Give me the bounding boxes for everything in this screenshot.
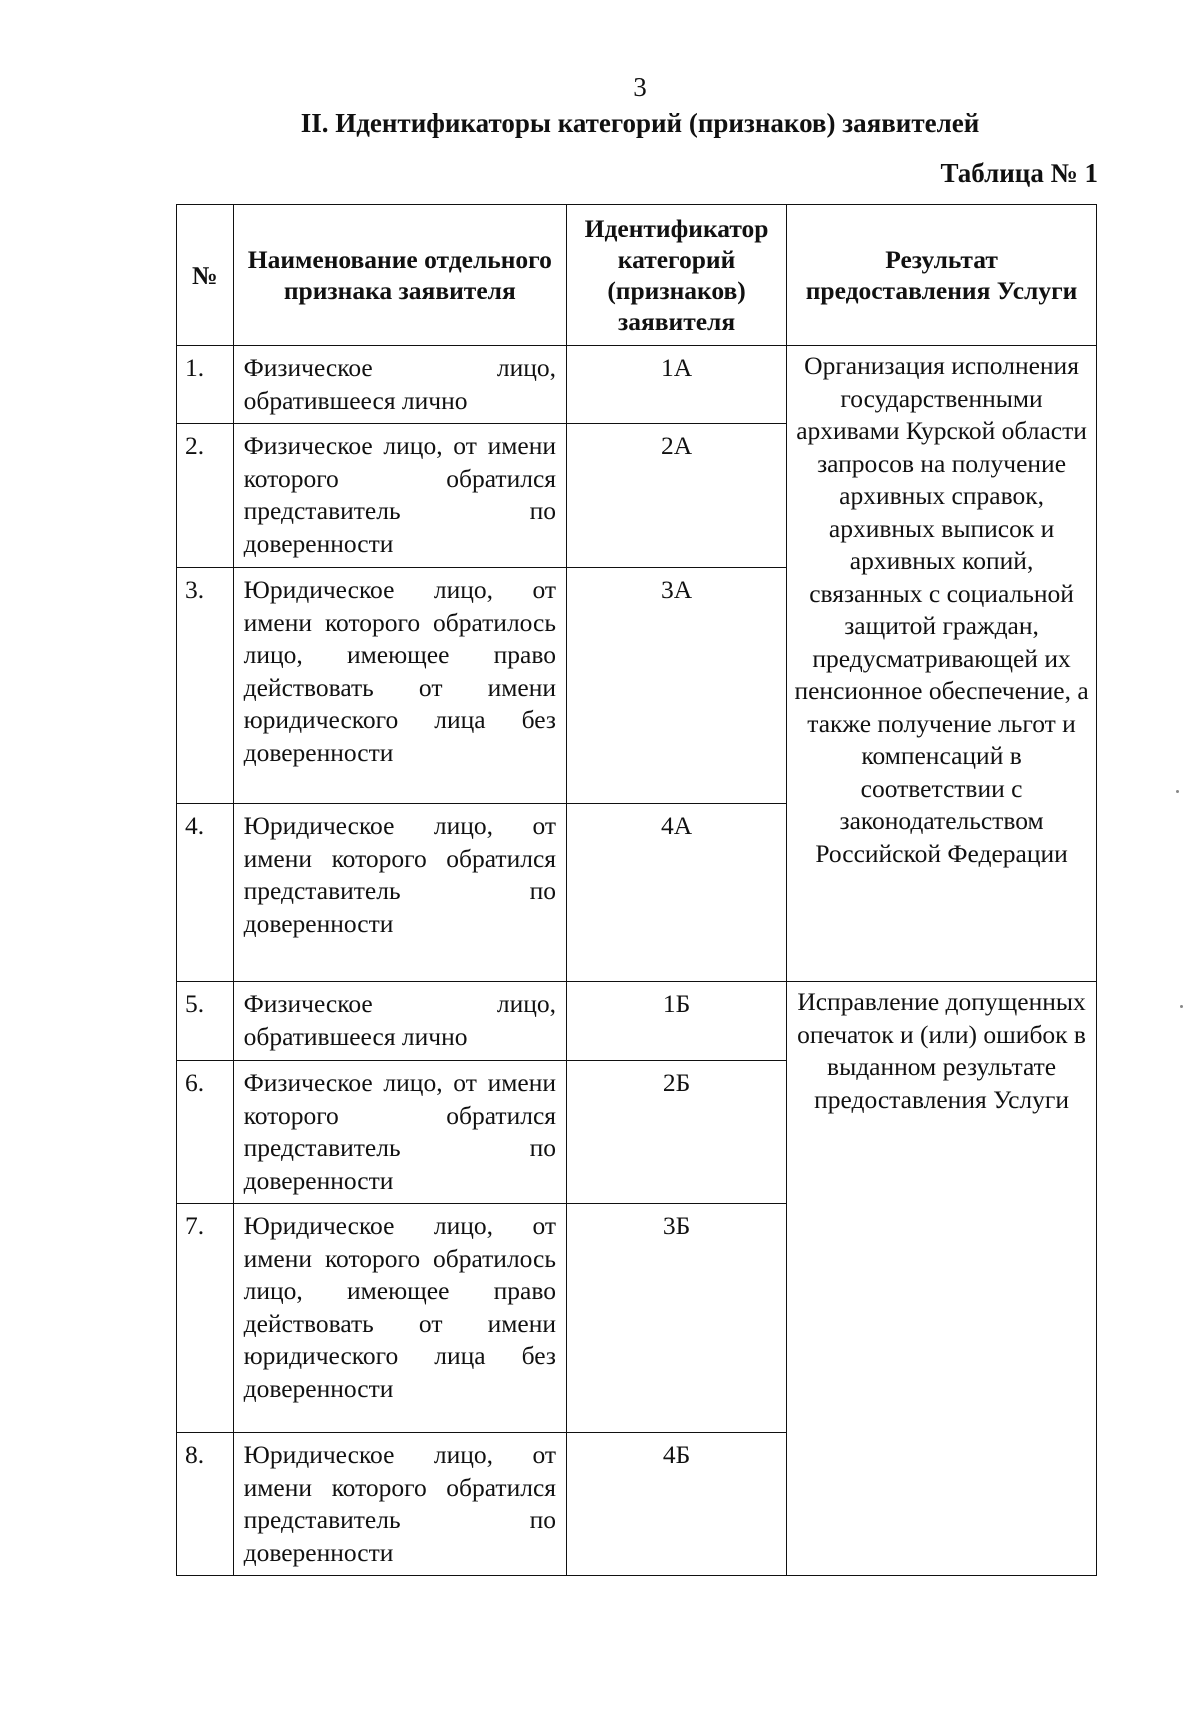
- header-identifier: Идентификатор категорий (признаков) заявителя: [567, 205, 787, 346]
- row-identifier: 1А: [567, 346, 787, 424]
- row-number: 5.: [177, 982, 234, 1061]
- section-title: II. Идентификаторы категорий (признаков) заявителей: [300, 108, 980, 138]
- row-name: Юридическое лицо, от имени которого обратился представитель по доверенности: [233, 804, 566, 982]
- row-name: Юридическое лицо, от имени которого обратилось лицо, имеющее право действовать от имени юридического лица без доверенности: [233, 1204, 566, 1433]
- header-num: №: [177, 205, 234, 346]
- table-row: [177, 982, 1097, 1061]
- row-number: 2.: [177, 424, 234, 568]
- row-name: Физическое лицо, обратившееся лично: [233, 346, 566, 424]
- row-name: Юридическое лицо, от имени которого обратилось лицо, имеющее право действовать от имени юридического лица без доверенности: [233, 568, 566, 804]
- row-number: 1.: [177, 346, 234, 424]
- row-name: Физическое лицо, от имени которого обратился представитель по доверенности: [233, 1061, 566, 1204]
- scan-speck: [1176, 790, 1179, 793]
- row-identifier: 2А: [567, 424, 787, 568]
- row-number: 3.: [177, 568, 234, 804]
- result-group-2: Исправление допущенных опечаток и (или) ошибок в выданном результате предоставления Услуги: [787, 982, 1097, 1576]
- row-identifier: 3А: [567, 568, 787, 804]
- row-number: 6.: [177, 1061, 234, 1204]
- row-number: 4.: [177, 804, 234, 982]
- table-header-row: [177, 205, 1097, 346]
- result-group-1: Организация исполнения государственными архивами Курской области запросов на получение архивных справок, архивных выписок и архивных копий, связанных с социальной защитой граждан, предусматривающей их пенсионное обеспечение, а также получение льгот и компенсаций в соответствии с законодательством Российской Федерации: [787, 346, 1097, 982]
- row-identifier: 3Б: [567, 1204, 787, 1433]
- row-identifier: 2Б: [567, 1061, 787, 1204]
- row-identifier: 4Б: [567, 1433, 787, 1576]
- row-name: Юридическое лицо, от имени которого обратился представитель по доверенности: [233, 1433, 566, 1576]
- applicant-categories-table: [176, 204, 1097, 1576]
- page-number: 3: [633, 72, 647, 102]
- header-name: Наименование отдельного признака заявителя: [233, 205, 566, 346]
- row-name: Физическое лицо, обратившееся лично: [233, 982, 566, 1061]
- row-identifier: 4А: [567, 804, 787, 982]
- table-row: [177, 346, 1097, 424]
- row-identifier: 1Б: [567, 982, 787, 1061]
- row-name: Физическое лицо, от имени которого обратился представитель по доверенности: [233, 424, 566, 568]
- table-caption: Таблица № 1: [940, 158, 1098, 188]
- row-number: 7.: [177, 1204, 234, 1433]
- header-result: Результат предоставления Услуги: [787, 205, 1097, 346]
- scan-speck: [1180, 1005, 1183, 1008]
- row-number: 8.: [177, 1433, 234, 1576]
